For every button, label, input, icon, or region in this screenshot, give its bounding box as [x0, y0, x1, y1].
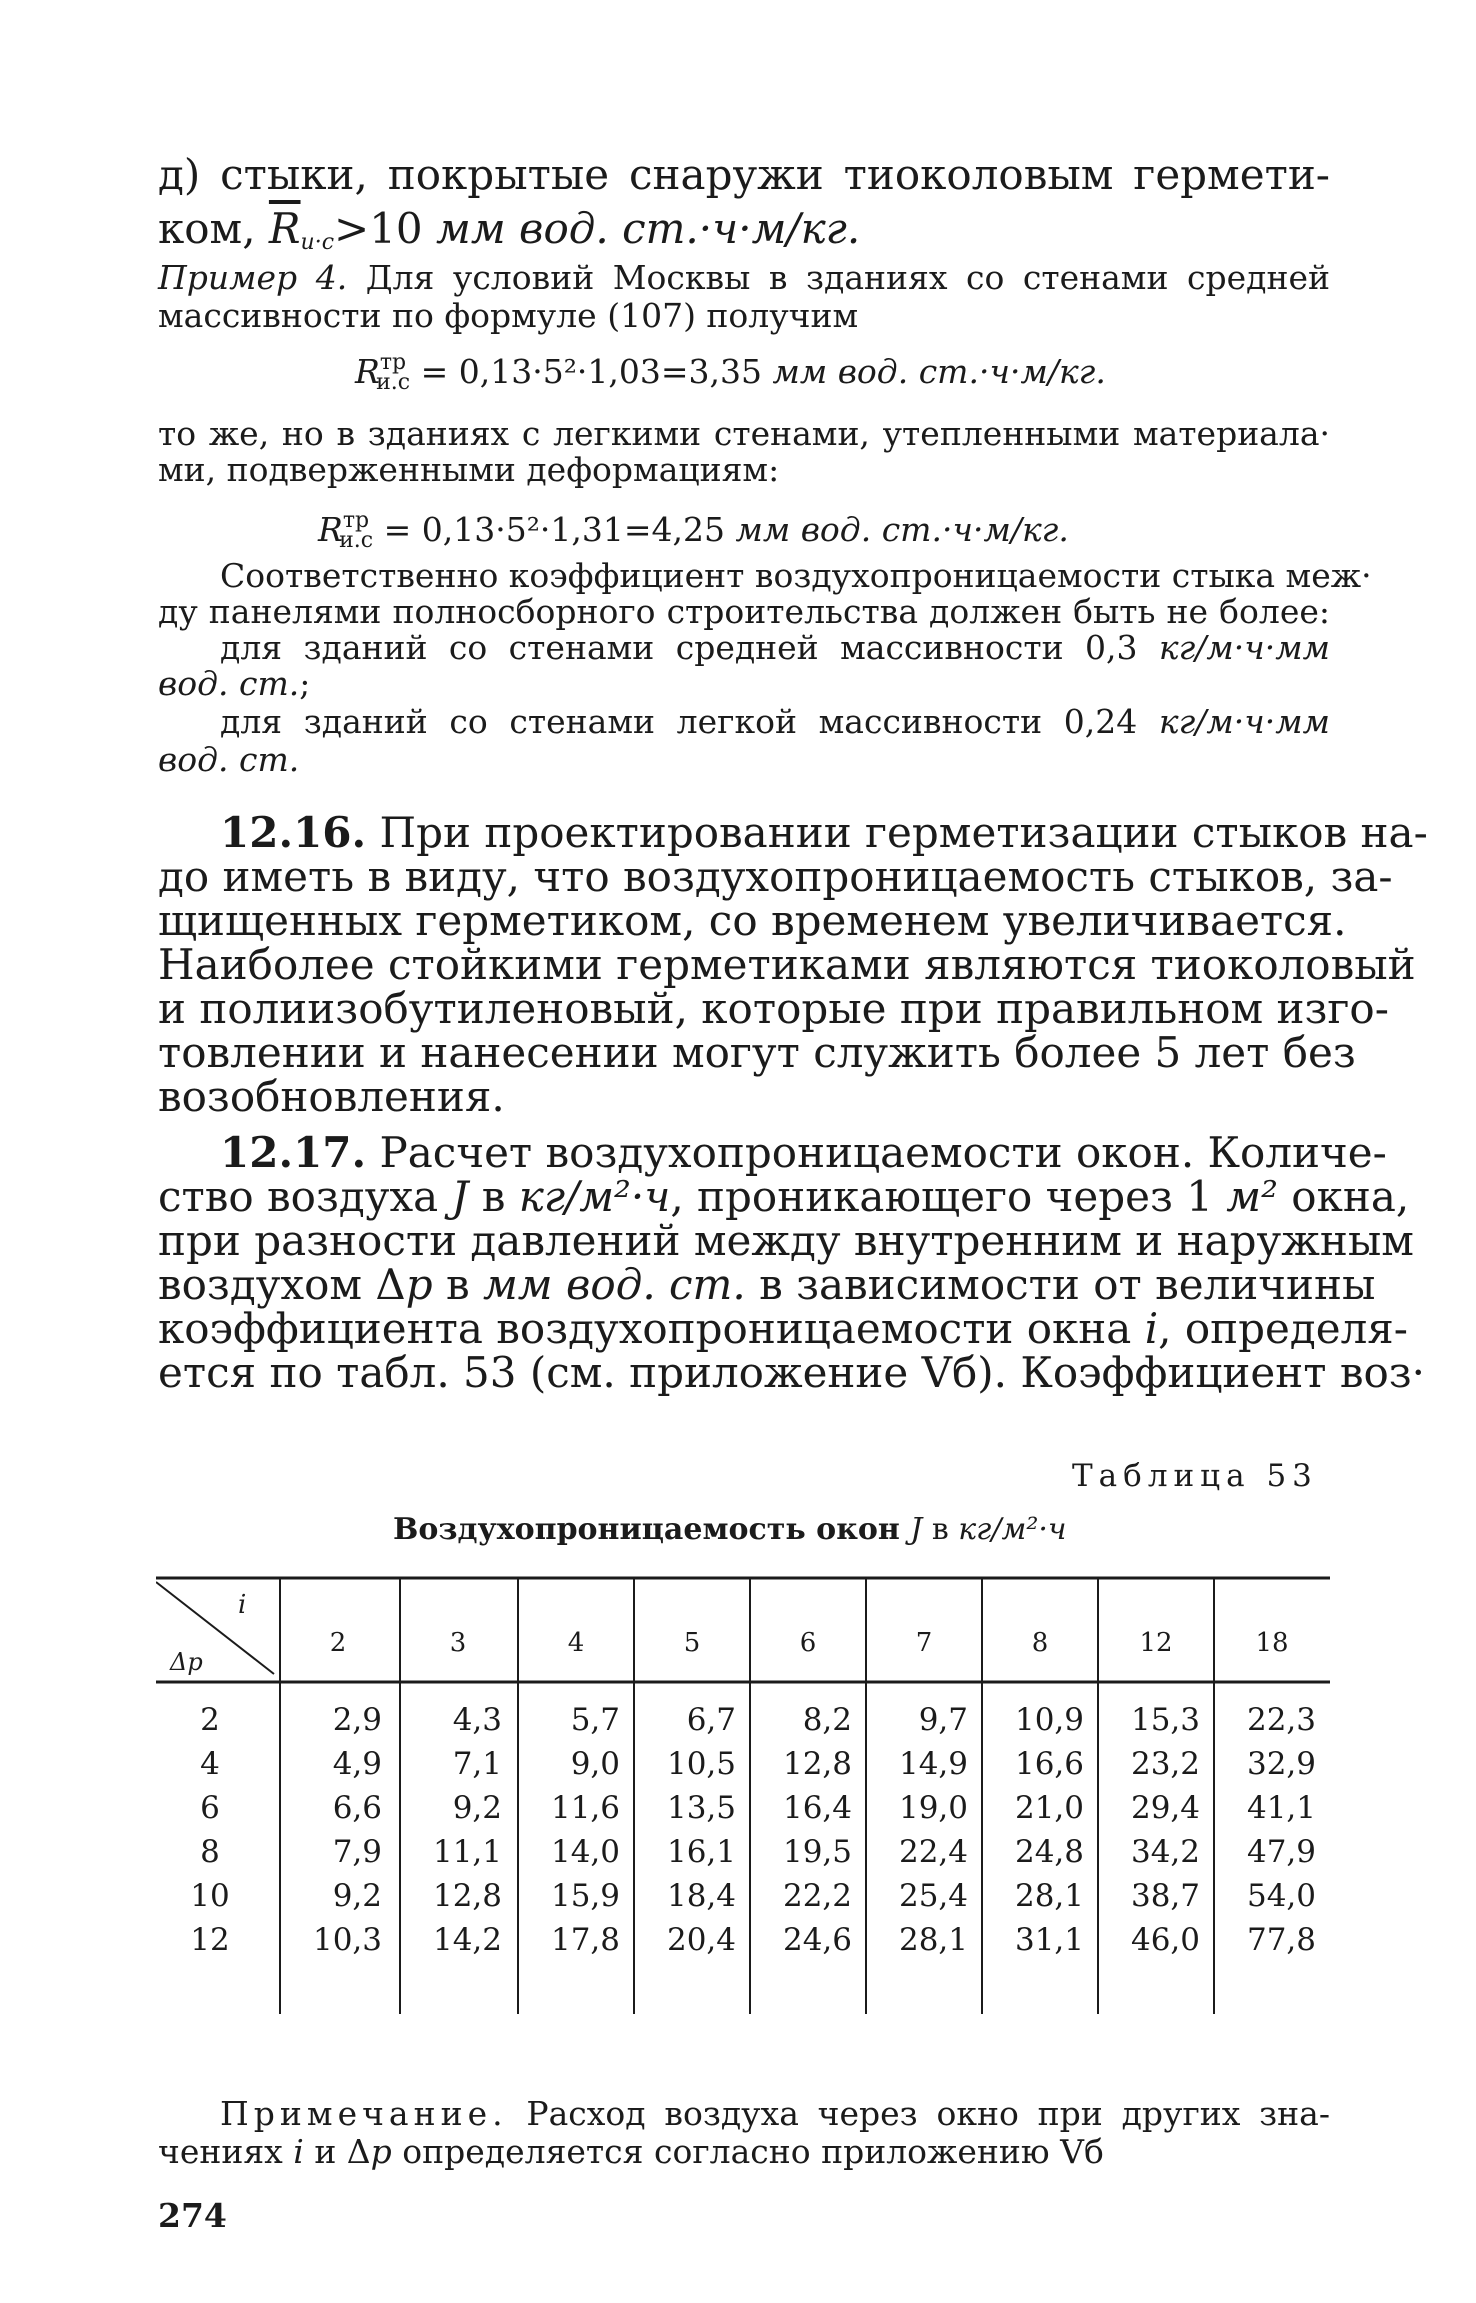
table-cell: 31,1 — [1014, 1922, 1084, 1958]
table-cell: 22,4 — [898, 1834, 968, 1870]
corner-dp: Δp — [170, 1648, 203, 1676]
p1216-line-1 — [220, 808, 1428, 857]
table-cell: 11,6 — [550, 1790, 620, 1826]
table-cell: 9,2 — [452, 1790, 502, 1826]
p1216-line-5: и полиизобутиленовый, которые при правильном изго- — [158, 984, 1389, 1033]
p1217-line-4 — [158, 1260, 1376, 1309]
table-cell: 17,8 — [550, 1922, 620, 1958]
p1217-line-4-a: воздухом Δ — [158, 1260, 406, 1309]
table-title-b: в — [922, 1512, 959, 1547]
column-header: 6 — [799, 1628, 817, 1658]
intro-line-2-a: ком, — [158, 204, 269, 253]
formula-1-sub: и.с — [376, 370, 411, 395]
example-line-9 — [220, 702, 1330, 741]
p1217-line-2 — [158, 1172, 1410, 1221]
table-cell: 4,9 — [332, 1746, 382, 1782]
table-title-a: Воздухопроницаемость окон — [393, 1512, 911, 1547]
example-line-1 — [158, 258, 1330, 297]
formula-1 — [355, 350, 1106, 395]
page-number: 274 — [158, 2196, 227, 2235]
table-cell: 6,6 — [332, 1790, 382, 1826]
note-line-2 — [158, 2132, 1104, 2171]
intro-r-subscript: и·с — [300, 230, 335, 255]
p1216-line-7: возобновления. — [158, 1072, 505, 1121]
table-cell: 4,3 — [452, 1702, 502, 1738]
table-cell: 47,9 — [1246, 1834, 1316, 1870]
table-cell: 16,6 — [1014, 1746, 1084, 1782]
note-line-2-b: и Δ — [303, 2132, 371, 2171]
example-line-5: Соответственно коэффициент воздухопроницаемости стыка меж· — [220, 556, 1372, 595]
formula-2-sup: тр — [342, 508, 370, 533]
corner-i: i — [238, 1590, 247, 1620]
intro-line-2-b: >10 — [334, 204, 437, 253]
table-cell: 16,4 — [782, 1790, 852, 1826]
column-header: 7 — [915, 1628, 933, 1658]
column-header: 5 — [683, 1628, 701, 1658]
table-cell: 12,8 — [432, 1878, 502, 1914]
table-cell: 19,5 — [782, 1834, 852, 1870]
table-cell: 24,6 — [782, 1922, 852, 1958]
table-title-units: кг/м²·ч — [958, 1512, 1067, 1547]
table-cell: 14,2 — [432, 1922, 502, 1958]
example-line-6: ду панелями полносборного строительства должен быть не более: — [158, 592, 1330, 631]
p1217-line-5-i: i — [1144, 1304, 1159, 1353]
table-cell: 41,1 — [1246, 1790, 1316, 1826]
example-line-9-a: для зданий со стенами легкой массивности 0,24 — [220, 702, 1159, 741]
p1217-line-4-b: в — [432, 1260, 483, 1309]
example-line-2: массивности по формуле (107) получим — [158, 296, 859, 335]
table-cell: 77,8 — [1246, 1922, 1316, 1958]
table-title-j: J — [910, 1512, 923, 1547]
example-line-9-units: кг/м·ч·мм — [1158, 702, 1330, 741]
p1217-line-1 — [220, 1128, 1387, 1177]
table-cell: 14,0 — [550, 1834, 620, 1870]
table-cell: 5,7 — [570, 1702, 620, 1738]
column-header: 18 — [1255, 1628, 1289, 1658]
table-cell: 15,3 — [1130, 1702, 1200, 1738]
table-cell: 23,2 — [1130, 1746, 1200, 1782]
p1217-line-3: при разности давлений между внутренним и наружным — [158, 1216, 1414, 1265]
table-cell: 7,9 — [332, 1834, 382, 1870]
table-cell: 9,2 — [332, 1878, 382, 1914]
table-cell: 13,5 — [666, 1790, 736, 1826]
table-cell: 22,2 — [782, 1878, 852, 1914]
note-line-2-i: i — [293, 2132, 304, 2171]
p1216-line-2: до иметь в виду, что воздухопроницаемость стыков, за- — [158, 852, 1393, 901]
table-cell: 10,9 — [1014, 1702, 1084, 1738]
example-line-7-units: кг/м·ч·мм — [1158, 628, 1330, 667]
formula-1-units: мм вод. ст.·ч·м/кг. — [772, 352, 1106, 391]
formula-1-sup: тр — [379, 350, 407, 375]
formula-2-eq: = 0,13·5²·1,31=4,25 — [373, 510, 736, 549]
table-cell: 29,4 — [1130, 1790, 1200, 1826]
formula-2-units: мм вод. ст.·ч·м/кг. — [735, 510, 1069, 549]
table-cell: 15,9 — [550, 1878, 620, 1914]
row-dp: 2 — [200, 1702, 220, 1738]
note-line-2-c: определяется согласно приложению Vб — [391, 2132, 1104, 2171]
column-header: 3 — [449, 1628, 467, 1658]
column-header: 2 — [329, 1628, 347, 1658]
row-dp: 8 — [200, 1834, 220, 1870]
note-line-1 — [220, 2094, 1330, 2133]
p1217-line-2-d: окна, — [1277, 1172, 1410, 1221]
table-cell: 7,1 — [452, 1746, 502, 1782]
row-dp: 6 — [200, 1790, 220, 1826]
table-cell: 28,1 — [898, 1922, 968, 1958]
formula-2-r: R — [318, 510, 343, 549]
intro-r-symbol: $\overline{R}$ — [268, 204, 301, 253]
p1217-line-4-c: в зависимости от величины — [745, 1260, 1376, 1309]
example-line-8-semicolon: ; — [299, 664, 311, 703]
p1217-line-2-c: , проникающего через 1 — [670, 1172, 1227, 1221]
p1216-line-3: щищенных герметиком, со временем увеличивается. — [158, 896, 1347, 945]
example-line-10: вод. ст. — [158, 740, 300, 779]
intro-line-2 — [158, 204, 860, 255]
table-cell: 24,8 — [1014, 1834, 1084, 1870]
table-cell: 2,9 — [332, 1702, 382, 1738]
intro-line-1: д) стыки, покрытые снаружи тиоколовым гермети- — [158, 150, 1330, 199]
p1217-line-6: ется по табл. 53 (см. приложение Vб). Коэффициент воз· — [158, 1348, 1426, 1397]
table-cell: 18,4 — [666, 1878, 736, 1914]
table-cell: 22,3 — [1246, 1702, 1316, 1738]
example-line-8 — [158, 664, 310, 703]
p1217-line-4-p: p — [405, 1260, 433, 1309]
column-header: 12 — [1139, 1628, 1173, 1658]
note-label: Примечание. — [220, 2094, 508, 2133]
table-cell: 54,0 — [1246, 1878, 1316, 1914]
p1217-line-4-units: мм вод. ст. — [482, 1260, 746, 1309]
table-cell: 32,9 — [1246, 1746, 1316, 1782]
p1217-number: 12.17. — [220, 1128, 367, 1177]
table-cell: 6,7 — [686, 1702, 736, 1738]
column-header: 8 — [1031, 1628, 1049, 1658]
column-header: 4 — [567, 1628, 585, 1658]
formula-1-eq: = 0,13·5²·1,03=3,35 — [410, 352, 773, 391]
table-cell: 16,1 — [666, 1834, 736, 1870]
example-line-7 — [220, 628, 1330, 667]
table-cell: 28,1 — [1014, 1878, 1084, 1914]
formula-2 — [318, 508, 1069, 553]
p1217-line-2-m: м² — [1226, 1172, 1278, 1221]
p1217-j-symbol: J — [451, 1172, 469, 1221]
example-label: Пример 4. — [158, 258, 348, 297]
p1217-line-5-b: , определя- — [1158, 1304, 1408, 1353]
p1217-line-2-units: кг/м²·ч — [518, 1172, 671, 1221]
example-line-3: то же, но в зданиях с легкими стенами, утепленными материала· — [158, 414, 1330, 453]
table-cell: 21,0 — [1014, 1790, 1084, 1826]
table-title — [393, 1512, 1067, 1547]
p1217-line-1-text: Расчет воздухопроницаемости окон. Количе- — [366, 1128, 1387, 1177]
p1216-number: 12.16. — [220, 808, 367, 857]
table-cell: 10,3 — [312, 1922, 382, 1958]
formula-2-sub: и.с — [339, 528, 374, 553]
intro-units: мм вод. ст.·ч·м/кг. — [436, 204, 861, 253]
example-line-1-rest: Для условий Москвы в зданиях со стенами средней — [347, 258, 1330, 297]
p1217-line-5 — [158, 1304, 1408, 1353]
p1216-line-4: Наиболее стойкими герметиками являются тиоколовый — [158, 940, 1416, 989]
note-line-1-rest: Расход воздуха через окно при других зна- — [507, 2094, 1330, 2133]
example-line-4: ми, подверженными деформациям: — [158, 450, 780, 489]
table-cell: 34,2 — [1130, 1834, 1200, 1870]
table-cell: 20,4 — [666, 1922, 736, 1958]
p1217-line-5-a: коэффициента воздухопроницаемости окна — [158, 1304, 1145, 1353]
row-dp: 10 — [190, 1878, 230, 1914]
table-cell: 25,4 — [898, 1878, 968, 1914]
row-dp: 12 — [190, 1922, 230, 1958]
table-cell: 9,0 — [570, 1746, 620, 1782]
row-dp: 4 — [200, 1746, 220, 1782]
table-cell: 38,7 — [1130, 1878, 1200, 1914]
p1217-line-2-b: в — [468, 1172, 519, 1221]
p1216-line-6: товлении и нанесении могут служить более 5 лет без — [158, 1028, 1356, 1077]
example-line-7-a: для зданий со стенами средней массивности 0,3 — [220, 628, 1159, 667]
table-cell: 19,0 — [898, 1790, 968, 1826]
table-cell: 8,2 — [802, 1702, 852, 1738]
note-line-2-a: чениях — [158, 2132, 294, 2171]
table-cell: 10,5 — [666, 1746, 736, 1782]
table-cell: 12,8 — [782, 1746, 852, 1782]
table-cell: 9,7 — [918, 1702, 968, 1738]
formula-1-r: R — [355, 352, 380, 391]
table-cell: 11,1 — [432, 1834, 502, 1870]
note-line-2-p: p — [370, 2132, 392, 2171]
table-cell: 14,9 — [898, 1746, 968, 1782]
p1217-line-2-a: ство воздуха — [158, 1172, 452, 1221]
example-line-8-units: вод. ст. — [158, 664, 300, 703]
table-label: Таблица 53 — [1072, 1458, 1318, 1494]
p1216-line-1-text: При проектировании герметизации стыков на- — [366, 808, 1428, 857]
table-cell: 46,0 — [1130, 1922, 1200, 1958]
